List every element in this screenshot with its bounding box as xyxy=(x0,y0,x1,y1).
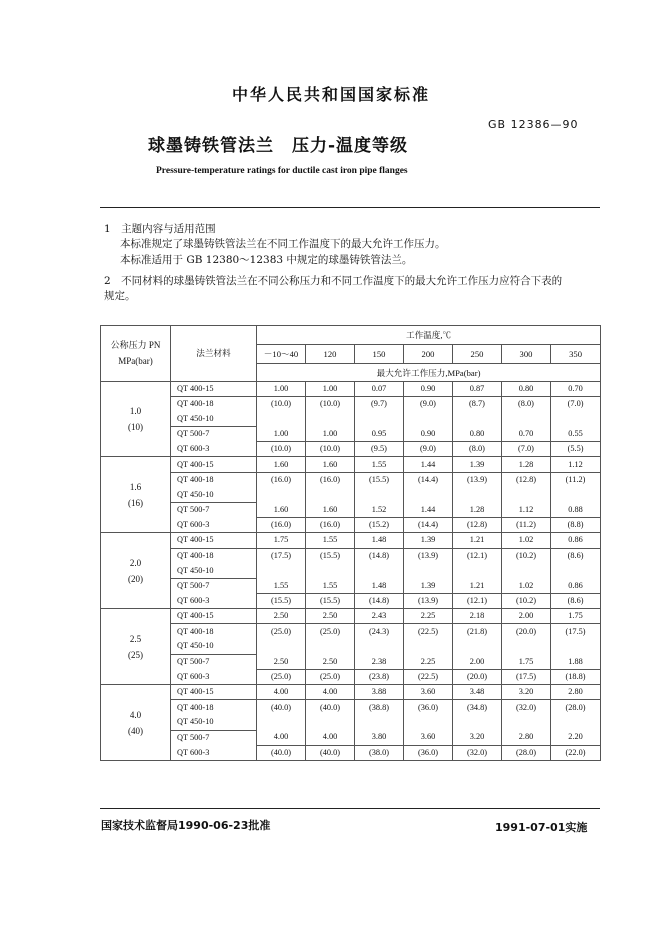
pressure-value-cell: 1.12 xyxy=(502,503,551,518)
approval-date: 国家技术监督局1990-06-23批准 xyxy=(101,819,271,832)
pressure-value-cell: (23.8) xyxy=(355,669,404,684)
table-row xyxy=(101,381,601,396)
section-2-line-2: 规定。 xyxy=(104,290,136,302)
pressure-value-cell: 1.88 xyxy=(551,654,601,669)
empty-cell xyxy=(453,563,502,578)
empty-cell xyxy=(306,487,355,502)
pressure-value-cell: 2.00 xyxy=(453,654,502,669)
pressure-value-cell: (10.0) xyxy=(257,442,306,457)
pressure-value-cell: 2.00 xyxy=(502,609,551,624)
material-cell: QT 450-10 xyxy=(171,487,257,502)
pressure-value-cell: (40.0) xyxy=(257,745,306,760)
empty-cell xyxy=(355,715,404,730)
table-row xyxy=(101,472,601,487)
table-row xyxy=(101,730,601,745)
pressure-value-cell: (15.2) xyxy=(355,518,404,533)
empty-cell xyxy=(453,715,502,730)
empty-cell xyxy=(306,563,355,578)
pressure-value-cell: (40.0) xyxy=(306,700,355,715)
material-cell: QT 500-7 xyxy=(171,503,257,518)
nominal-pressure-cell xyxy=(101,381,171,457)
material-cell: QT 600-3 xyxy=(171,442,257,457)
pressure-value-cell: 3.20 xyxy=(502,685,551,700)
empty-cell xyxy=(257,563,306,578)
pressure-value-cell: 0.55 xyxy=(551,427,601,442)
table-row xyxy=(101,685,601,700)
material-cell: QT 400-15 xyxy=(171,533,257,548)
pressure-value-cell: (16.0) xyxy=(257,518,306,533)
pressure-value-cell: (22.0) xyxy=(551,745,601,760)
pressure-value-cell: (17.5) xyxy=(502,669,551,684)
empty-cell xyxy=(355,487,404,502)
section-2-line-1: 2 不同材料的球墨铸铁管法兰在不同公称压力和不同工作温度下的最大允许工作压力应符合下表的 xyxy=(104,275,563,287)
pressure-value-cell: (10.2) xyxy=(502,548,551,563)
table-row xyxy=(101,578,601,593)
pressure-value-cell: 1.39 xyxy=(404,578,453,593)
pressure-value-cell: (24.3) xyxy=(355,624,404,639)
pressure-value-cell: (14.8) xyxy=(355,594,404,609)
material-cell: QT 400-18 xyxy=(171,700,257,715)
pressure-value-cell: 0.86 xyxy=(551,533,601,548)
pressure-value-cell: (14.4) xyxy=(404,472,453,487)
empty-cell xyxy=(404,487,453,502)
pressure-value-cell: (36.0) xyxy=(404,745,453,760)
pressure-value-cell: 1.60 xyxy=(257,457,306,472)
empty-cell xyxy=(306,411,355,426)
empty-cell xyxy=(502,639,551,654)
pressure-value-cell: (10.0) xyxy=(306,396,355,411)
material-cell: QT 500-7 xyxy=(171,730,257,745)
pressure-value-cell: 1.00 xyxy=(257,427,306,442)
empty-cell xyxy=(257,715,306,730)
pressure-value-cell: 0.90 xyxy=(404,381,453,396)
material-cell: QT 500-7 xyxy=(171,654,257,669)
table-row xyxy=(101,594,601,609)
pressure-value-cell: (8.6) xyxy=(551,548,601,563)
pressure-value-cell: 1.75 xyxy=(502,654,551,669)
pressure-value-cell: 1.60 xyxy=(257,503,306,518)
pressure-value-cell: 1.44 xyxy=(404,503,453,518)
table-row xyxy=(101,518,601,533)
empty-cell xyxy=(551,411,601,426)
nominal-pressure-mpa: 1.6 xyxy=(129,481,142,492)
pressure-value-cell: (12.8) xyxy=(453,518,502,533)
pressure-value-cell: (12.1) xyxy=(453,548,502,563)
table-row xyxy=(101,669,601,684)
pressure-value-cell: (28.0) xyxy=(502,745,551,760)
empty-cell xyxy=(502,487,551,502)
pressure-value-cell: 2.80 xyxy=(551,685,601,700)
pressure-value-cell: 1.39 xyxy=(404,533,453,548)
material-cell: QT 450-10 xyxy=(171,639,257,654)
empty-cell xyxy=(404,563,453,578)
pressure-value-cell: 0.07 xyxy=(355,381,404,396)
pressure-value-cell: 1.44 xyxy=(404,457,453,472)
header-rule xyxy=(100,207,600,208)
pressure-value-cell: (20.0) xyxy=(502,624,551,639)
table-row xyxy=(101,487,601,502)
pressure-value-cell: (32.0) xyxy=(502,700,551,715)
pressure-value-cell: (14.8) xyxy=(355,548,404,563)
section-1-paragraph-2: 本标准适用于 GB 12380～12383 中规定的球墨铸铁管法兰。 xyxy=(120,254,413,266)
pressure-value-cell: (25.0) xyxy=(306,624,355,639)
pressure-value-cell: 1.75 xyxy=(551,609,601,624)
header-temperature: 300 xyxy=(502,345,551,364)
pressure-value-cell: 2.80 xyxy=(502,730,551,745)
nominal-pressure-bar: (10) xyxy=(128,422,143,433)
nominal-pressure-bar: (25) xyxy=(128,649,143,660)
pressure-value-cell: (8.0) xyxy=(502,396,551,411)
pressure-value-cell: 1.21 xyxy=(453,533,502,548)
pressure-value-cell: (25.0) xyxy=(257,624,306,639)
material-cell: QT 600-3 xyxy=(171,594,257,609)
pressure-value-cell: (25.0) xyxy=(257,669,306,684)
pressure-value-cell: (16.0) xyxy=(257,472,306,487)
pressure-value-cell: (28.0) xyxy=(551,700,601,715)
empty-cell xyxy=(404,411,453,426)
pressure-value-cell: 2.50 xyxy=(257,609,306,624)
nominal-pressure-cell xyxy=(101,533,171,609)
empty-cell xyxy=(257,487,306,502)
nominal-pressure-cell xyxy=(101,685,171,761)
pressure-value-cell: (13.9) xyxy=(453,472,502,487)
empty-cell xyxy=(453,411,502,426)
header-material: 法兰材料 xyxy=(171,326,257,382)
material-cell: QT 400-15 xyxy=(171,609,257,624)
pressure-value-cell: 1.48 xyxy=(355,578,404,593)
empty-cell xyxy=(257,639,306,654)
empty-cell xyxy=(453,639,502,654)
pressure-value-cell: (16.0) xyxy=(306,518,355,533)
nominal-pressure-mpa: 2.5 xyxy=(129,633,142,644)
pressure-value-cell: 1.60 xyxy=(306,457,355,472)
table-row xyxy=(101,442,601,457)
pressure-value-cell: (12.1) xyxy=(453,594,502,609)
header-max-pressure: 最大允许工作压力,MPa(bar) xyxy=(257,364,601,381)
empty-cell xyxy=(404,715,453,730)
pressure-value-cell: 1.55 xyxy=(306,578,355,593)
pressure-value-cell: (22.5) xyxy=(404,624,453,639)
pressure-value-cell: 1.55 xyxy=(306,533,355,548)
material-cell: QT 400-15 xyxy=(171,381,257,396)
table-row xyxy=(101,396,601,411)
table-row xyxy=(101,715,601,730)
pressure-value-cell: (11.2) xyxy=(502,518,551,533)
pressure-value-cell: (10.0) xyxy=(257,396,306,411)
material-cell: QT 450-10 xyxy=(171,411,257,426)
header-row xyxy=(101,326,601,345)
pressure-value-cell: (10.0) xyxy=(306,442,355,457)
pressure-value-cell: 1.02 xyxy=(502,533,551,548)
pressure-value-cell: 0.86 xyxy=(551,578,601,593)
table-row xyxy=(101,548,601,563)
table-row xyxy=(101,427,601,442)
material-cell: QT 600-3 xyxy=(171,745,257,760)
pressure-value-cell: 0.88 xyxy=(551,503,601,518)
pressure-value-cell: 2.50 xyxy=(306,609,355,624)
pressure-value-cell: (8.6) xyxy=(551,594,601,609)
pressure-value-cell: 4.00 xyxy=(257,730,306,745)
pressure-value-cell: 3.20 xyxy=(453,730,502,745)
title-chinese: 球墨铸铁管法兰 压力-温度等级 xyxy=(148,136,409,156)
material-cell: QT 500-7 xyxy=(171,578,257,593)
pressure-value-cell: 0.70 xyxy=(551,381,601,396)
material-cell: QT 400-18 xyxy=(171,548,257,563)
table-row xyxy=(101,654,601,669)
pressure-value-cell: 0.80 xyxy=(502,381,551,396)
pressure-value-cell: (14.4) xyxy=(404,518,453,533)
empty-cell xyxy=(551,563,601,578)
material-cell: QT 400-15 xyxy=(171,685,257,700)
pressure-value-cell: 1.02 xyxy=(502,578,551,593)
nominal-pressure-bar: (40) xyxy=(128,725,143,736)
pressure-value-cell: (9.5) xyxy=(355,442,404,457)
material-cell: QT 400-18 xyxy=(171,472,257,487)
header-nominal-pressure xyxy=(101,326,171,382)
pressure-value-cell: (15.5) xyxy=(306,594,355,609)
table-row xyxy=(101,639,601,654)
nominal-pressure-cell xyxy=(101,609,171,685)
pressure-value-cell: 1.48 xyxy=(355,533,404,548)
empty-cell xyxy=(355,563,404,578)
empty-cell xyxy=(404,639,453,654)
header-temperature: 120 xyxy=(306,345,355,364)
pressure-value-cell: 1.00 xyxy=(306,381,355,396)
material-cell: QT 450-10 xyxy=(171,715,257,730)
pressure-value-cell: 2.50 xyxy=(306,654,355,669)
pressure-temperature-table xyxy=(100,325,600,761)
pressure-value-cell: (9.0) xyxy=(404,442,453,457)
header-temperature: 250 xyxy=(453,345,502,364)
nominal-pressure-mpa: 1.0 xyxy=(129,406,142,417)
pressure-value-cell: 1.28 xyxy=(453,503,502,518)
table-row xyxy=(101,533,601,548)
empty-cell xyxy=(453,487,502,502)
header-working-temperature: 工作温度,℃ xyxy=(257,326,601,345)
pressure-value-cell: (8.0) xyxy=(453,442,502,457)
material-cell: QT 400-15 xyxy=(171,457,257,472)
pressure-value-cell: (9.7) xyxy=(355,396,404,411)
header-temperature: 200 xyxy=(404,345,453,364)
empty-cell xyxy=(502,411,551,426)
pressure-value-cell: (7.0) xyxy=(502,442,551,457)
pressure-value-cell: (40.0) xyxy=(257,700,306,715)
empty-cell xyxy=(355,639,404,654)
pressure-value-cell: (8.7) xyxy=(453,396,502,411)
table-row xyxy=(101,411,601,426)
pressure-value-cell: 0.90 xyxy=(404,427,453,442)
pressure-value-cell: 2.50 xyxy=(257,654,306,669)
pressure-value-cell: (12.8) xyxy=(502,472,551,487)
pressure-value-cell: (11.2) xyxy=(551,472,601,487)
material-cell: QT 600-3 xyxy=(171,669,257,684)
pressure-value-cell: (8.8) xyxy=(551,518,601,533)
nominal-pressure-bar: (20) xyxy=(128,573,143,584)
nominal-pressure-mpa: 2.0 xyxy=(129,557,142,568)
pressure-value-cell: 1.28 xyxy=(502,457,551,472)
pressure-value-cell: 1.21 xyxy=(453,578,502,593)
pressure-value-cell: (7.0) xyxy=(551,396,601,411)
pressure-value-cell: 1.55 xyxy=(355,457,404,472)
pressure-value-cell: 1.60 xyxy=(306,503,355,518)
empty-cell xyxy=(551,639,601,654)
pressure-value-cell: (18.8) xyxy=(551,669,601,684)
header-temperature: 150 xyxy=(355,345,404,364)
pressure-value-cell: (17.5) xyxy=(551,624,601,639)
pressure-value-cell: 0.70 xyxy=(502,427,551,442)
pressure-value-cell: (21.8) xyxy=(453,624,502,639)
pressure-value-cell: 1.12 xyxy=(551,457,601,472)
pressure-value-cell: 3.60 xyxy=(404,685,453,700)
header-temperature: －10～40 xyxy=(257,345,306,364)
empty-cell xyxy=(306,639,355,654)
pressure-value-cell: 3.48 xyxy=(453,685,502,700)
section-1-heading: 1 主题内容与适用范围 xyxy=(104,223,216,235)
nominal-pressure-cell xyxy=(101,457,171,533)
header-pn-unit: MPa(bar) xyxy=(118,356,153,367)
empty-cell xyxy=(257,411,306,426)
title-english: Pressure-temperature ratings for ductile cast iron pipe flanges xyxy=(156,166,408,176)
pressure-value-cell: 2.43 xyxy=(355,609,404,624)
pressure-value-cell: (13.9) xyxy=(404,548,453,563)
pressure-value-cell: 2.20 xyxy=(551,730,601,745)
empty-cell xyxy=(502,563,551,578)
pressure-value-cell: 1.00 xyxy=(306,427,355,442)
header-pn-label: 公称压力 PN xyxy=(110,340,161,351)
pressure-value-cell: 0.80 xyxy=(453,427,502,442)
pressure-value-cell: (9.0) xyxy=(404,396,453,411)
table-row xyxy=(101,457,601,472)
pressure-value-cell: 3.80 xyxy=(355,730,404,745)
pressure-value-cell: (40.0) xyxy=(306,745,355,760)
pressure-value-cell: 0.95 xyxy=(355,427,404,442)
pressure-value-cell: 4.00 xyxy=(257,685,306,700)
pressure-value-cell: (15.5) xyxy=(306,548,355,563)
empty-cell xyxy=(306,715,355,730)
pressure-value-cell: 2.38 xyxy=(355,654,404,669)
pressure-value-cell: 4.00 xyxy=(306,730,355,745)
pressure-value-cell: (13.9) xyxy=(404,594,453,609)
standard-number: GB 12386—90 xyxy=(488,118,579,131)
pressure-value-cell: (20.0) xyxy=(453,669,502,684)
pressure-value-cell: (16.0) xyxy=(306,472,355,487)
material-cell: QT 600-3 xyxy=(171,518,257,533)
pressure-value-cell: (34.8) xyxy=(453,700,502,715)
table-body xyxy=(101,326,601,761)
pressure-value-cell: (15.5) xyxy=(355,472,404,487)
pressure-value-cell: 3.60 xyxy=(404,730,453,745)
table-row xyxy=(101,624,601,639)
pressure-value-cell: (36.0) xyxy=(404,700,453,715)
pressure-value-cell: 1.75 xyxy=(257,533,306,548)
empty-cell xyxy=(355,411,404,426)
pressure-value-cell: (38.0) xyxy=(355,745,404,760)
pressure-value-cell: (38.8) xyxy=(355,700,404,715)
table-row xyxy=(101,609,601,624)
pressure-value-cell: 4.00 xyxy=(306,685,355,700)
pressure-value-cell: 1.39 xyxy=(453,457,502,472)
pressure-value-cell: 1.55 xyxy=(257,578,306,593)
material-cell: QT 450-10 xyxy=(171,563,257,578)
footer-rule xyxy=(100,808,600,809)
nominal-pressure-mpa: 4.0 xyxy=(129,709,142,720)
table-row xyxy=(101,700,601,715)
material-cell: QT 400-18 xyxy=(171,396,257,411)
material-cell: QT 500-7 xyxy=(171,427,257,442)
pressure-value-cell: 2.25 xyxy=(404,654,453,669)
pressure-value-cell: 3.88 xyxy=(355,685,404,700)
pressure-value-cell: 1.52 xyxy=(355,503,404,518)
nominal-pressure-bar: (16) xyxy=(128,497,143,508)
pressure-value-cell: 1.00 xyxy=(257,381,306,396)
pressure-value-cell: (17.5) xyxy=(257,548,306,563)
pressure-value-cell: (10.2) xyxy=(502,594,551,609)
table-row xyxy=(101,745,601,760)
header-temperature: 350 xyxy=(551,345,601,364)
material-cell: QT 400-18 xyxy=(171,624,257,639)
empty-cell xyxy=(502,715,551,730)
pressure-value-cell: (32.0) xyxy=(453,745,502,760)
effective-date: 1991-07-01实施 xyxy=(495,821,588,834)
table-row xyxy=(101,503,601,518)
empty-cell xyxy=(551,715,601,730)
pressure-value-cell: 2.18 xyxy=(453,609,502,624)
issuing-agency: 中华人民共和国国家标准 xyxy=(231,85,430,104)
pressure-value-cell: 2.25 xyxy=(404,609,453,624)
pressure-value-cell: (22.5) xyxy=(404,669,453,684)
table-row xyxy=(101,563,601,578)
section-1-paragraph-1: 本标准规定了球墨铸铁管法兰在不同工作温度下的最大允许工作压力。 xyxy=(120,238,446,250)
pressure-value-cell: (15.5) xyxy=(257,594,306,609)
pressure-value-cell: (25.0) xyxy=(306,669,355,684)
pressure-value-cell: 0.87 xyxy=(453,381,502,396)
pressure-value-cell: (5.5) xyxy=(551,442,601,457)
empty-cell xyxy=(551,487,601,502)
